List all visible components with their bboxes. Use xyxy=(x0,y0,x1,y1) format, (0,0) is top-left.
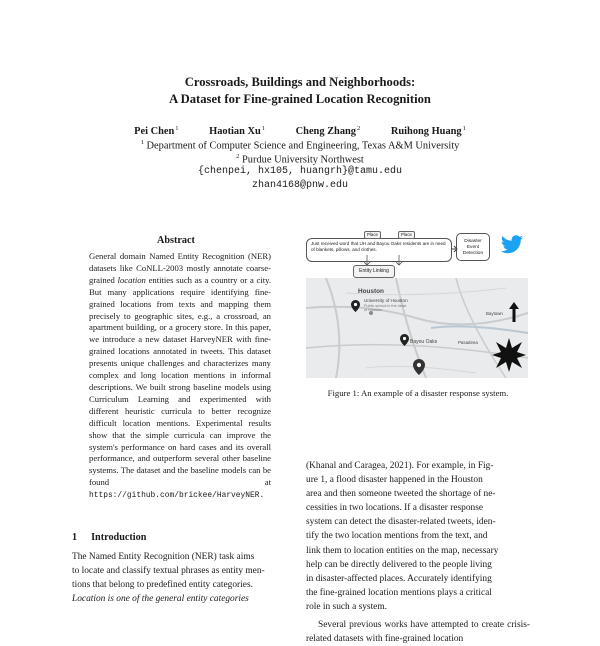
email-pnw: zhan4168@pnw.edu xyxy=(251,180,348,191)
map-label-uh-sub: Public school in the heart of Houston xyxy=(364,304,407,313)
map-label-bayou: Bayou Oaks xyxy=(410,339,438,345)
affiliation-1: $^1$ Department of Computer Science and Engineering, Texas A&M University xyxy=(140,139,460,152)
author-name: Pei Chen$^1$ xyxy=(134,125,179,138)
map-label-uh: University of Houston xyxy=(364,298,408,303)
author-name: Cheng Zhang$^2$ xyxy=(295,125,361,138)
map-pin-icon xyxy=(400,334,409,346)
email-tamu: {chenpei, hx105, huangrh}@tamu.edu xyxy=(197,166,403,177)
paper-title-line-2: A Dataset for Fine-grained Location Recognition xyxy=(169,92,431,106)
affiliation-2: $^2$ Purdue University Northwest xyxy=(236,153,364,166)
place-tag-left: Place xyxy=(364,231,381,239)
link-arrow-icon xyxy=(396,255,408,266)
map-pin-icon xyxy=(413,359,425,375)
section-heading-introduction: 1 Introduction xyxy=(72,532,147,543)
author-name: Ruihong Huang$^1$ xyxy=(390,125,466,138)
entity-linking-box: Entity Linking xyxy=(353,265,395,278)
abstract-url[interactable]: https://github.com/brickee/HarveyNER. xyxy=(89,491,265,501)
disaster-event-detection-box: Disaster Event Detection xyxy=(456,233,490,261)
abstract-body: General domain Named Entity Recognition (NER) datasets like CoNLL-2003 mostly annotate coarse-grained location entities such as a country or a city. But many applications require identifying fine-grained locations from texts and mapping them precisely to geographic sites, e.g., a crossroad, an apartment building, or a grocery store. In this paper, we introduce a new dataset HarveyNER with fine-grained locations annotated in tweets. This dataset presents unique challenges and characterizes many complex and long location mentions in informal descriptions. We built strong baseline models using Curriculum Learning and experimented with different heuristic curricula to better recognize difficult location mentions. Experimental results show that the simple curricula can improve the system's performance on hard cases and its overall performance, and outperform several other baseline systems. The dataset and the baseline models can be found at https://github.com/brickee/HarveyNER. xyxy=(89,251,272,501)
twitter-bird-icon xyxy=(500,235,524,255)
arrow-icon xyxy=(451,245,459,253)
map-panel xyxy=(306,278,528,378)
map-label-pasadena: Pasadena xyxy=(458,340,478,345)
map-label-baytown: Baytown xyxy=(486,311,503,316)
figure-disaster-response xyxy=(306,231,528,379)
map-label-city: Houston xyxy=(358,288,384,295)
paper-title-line-1: Crossroads, Buildings and Neighborhoods: xyxy=(184,75,416,89)
map-pin-icon xyxy=(351,300,360,312)
abstract-heading: Abstract xyxy=(157,235,195,246)
disaster-burst-icon xyxy=(492,338,526,372)
tweet-bubble: Just received word that UH and Bayou Oaks residents are in need of blankets, pillows, and clothes. xyxy=(306,238,452,262)
place-tag-right: Place xyxy=(398,231,415,239)
introduction-text: The Named Entity Recognition (NER) task aims to locate and classify textual phrases as entity men- tions that belong to predefined entity categories. Location is one of the general entity categories xyxy=(72,552,265,604)
figure-caption: Figure 1: An example of a disaster response system. xyxy=(327,388,509,398)
north-arrow-icon xyxy=(509,302,519,322)
author-name: Haotian Xu$^1$ xyxy=(209,125,266,138)
right-column-text: (Khanal and Caragea, 2021). For example, in Fig- ure 1, a flood disaster happened in the Houston area and then someone tweeted the shortage of ne- cessities in two locations. If a disaster response system can detect the disaster-related tweets, iden- tify the two location mentions from the text, and link them to location entities on the map, necessary help can be directly delivered to the people living in disaster-affected places. Accurately identifying the fine-grained location mentions plays a critical role in such a system. Several previous works have attempted to create crisis-related datasets with fine-grained location xyxy=(306,461,530,645)
